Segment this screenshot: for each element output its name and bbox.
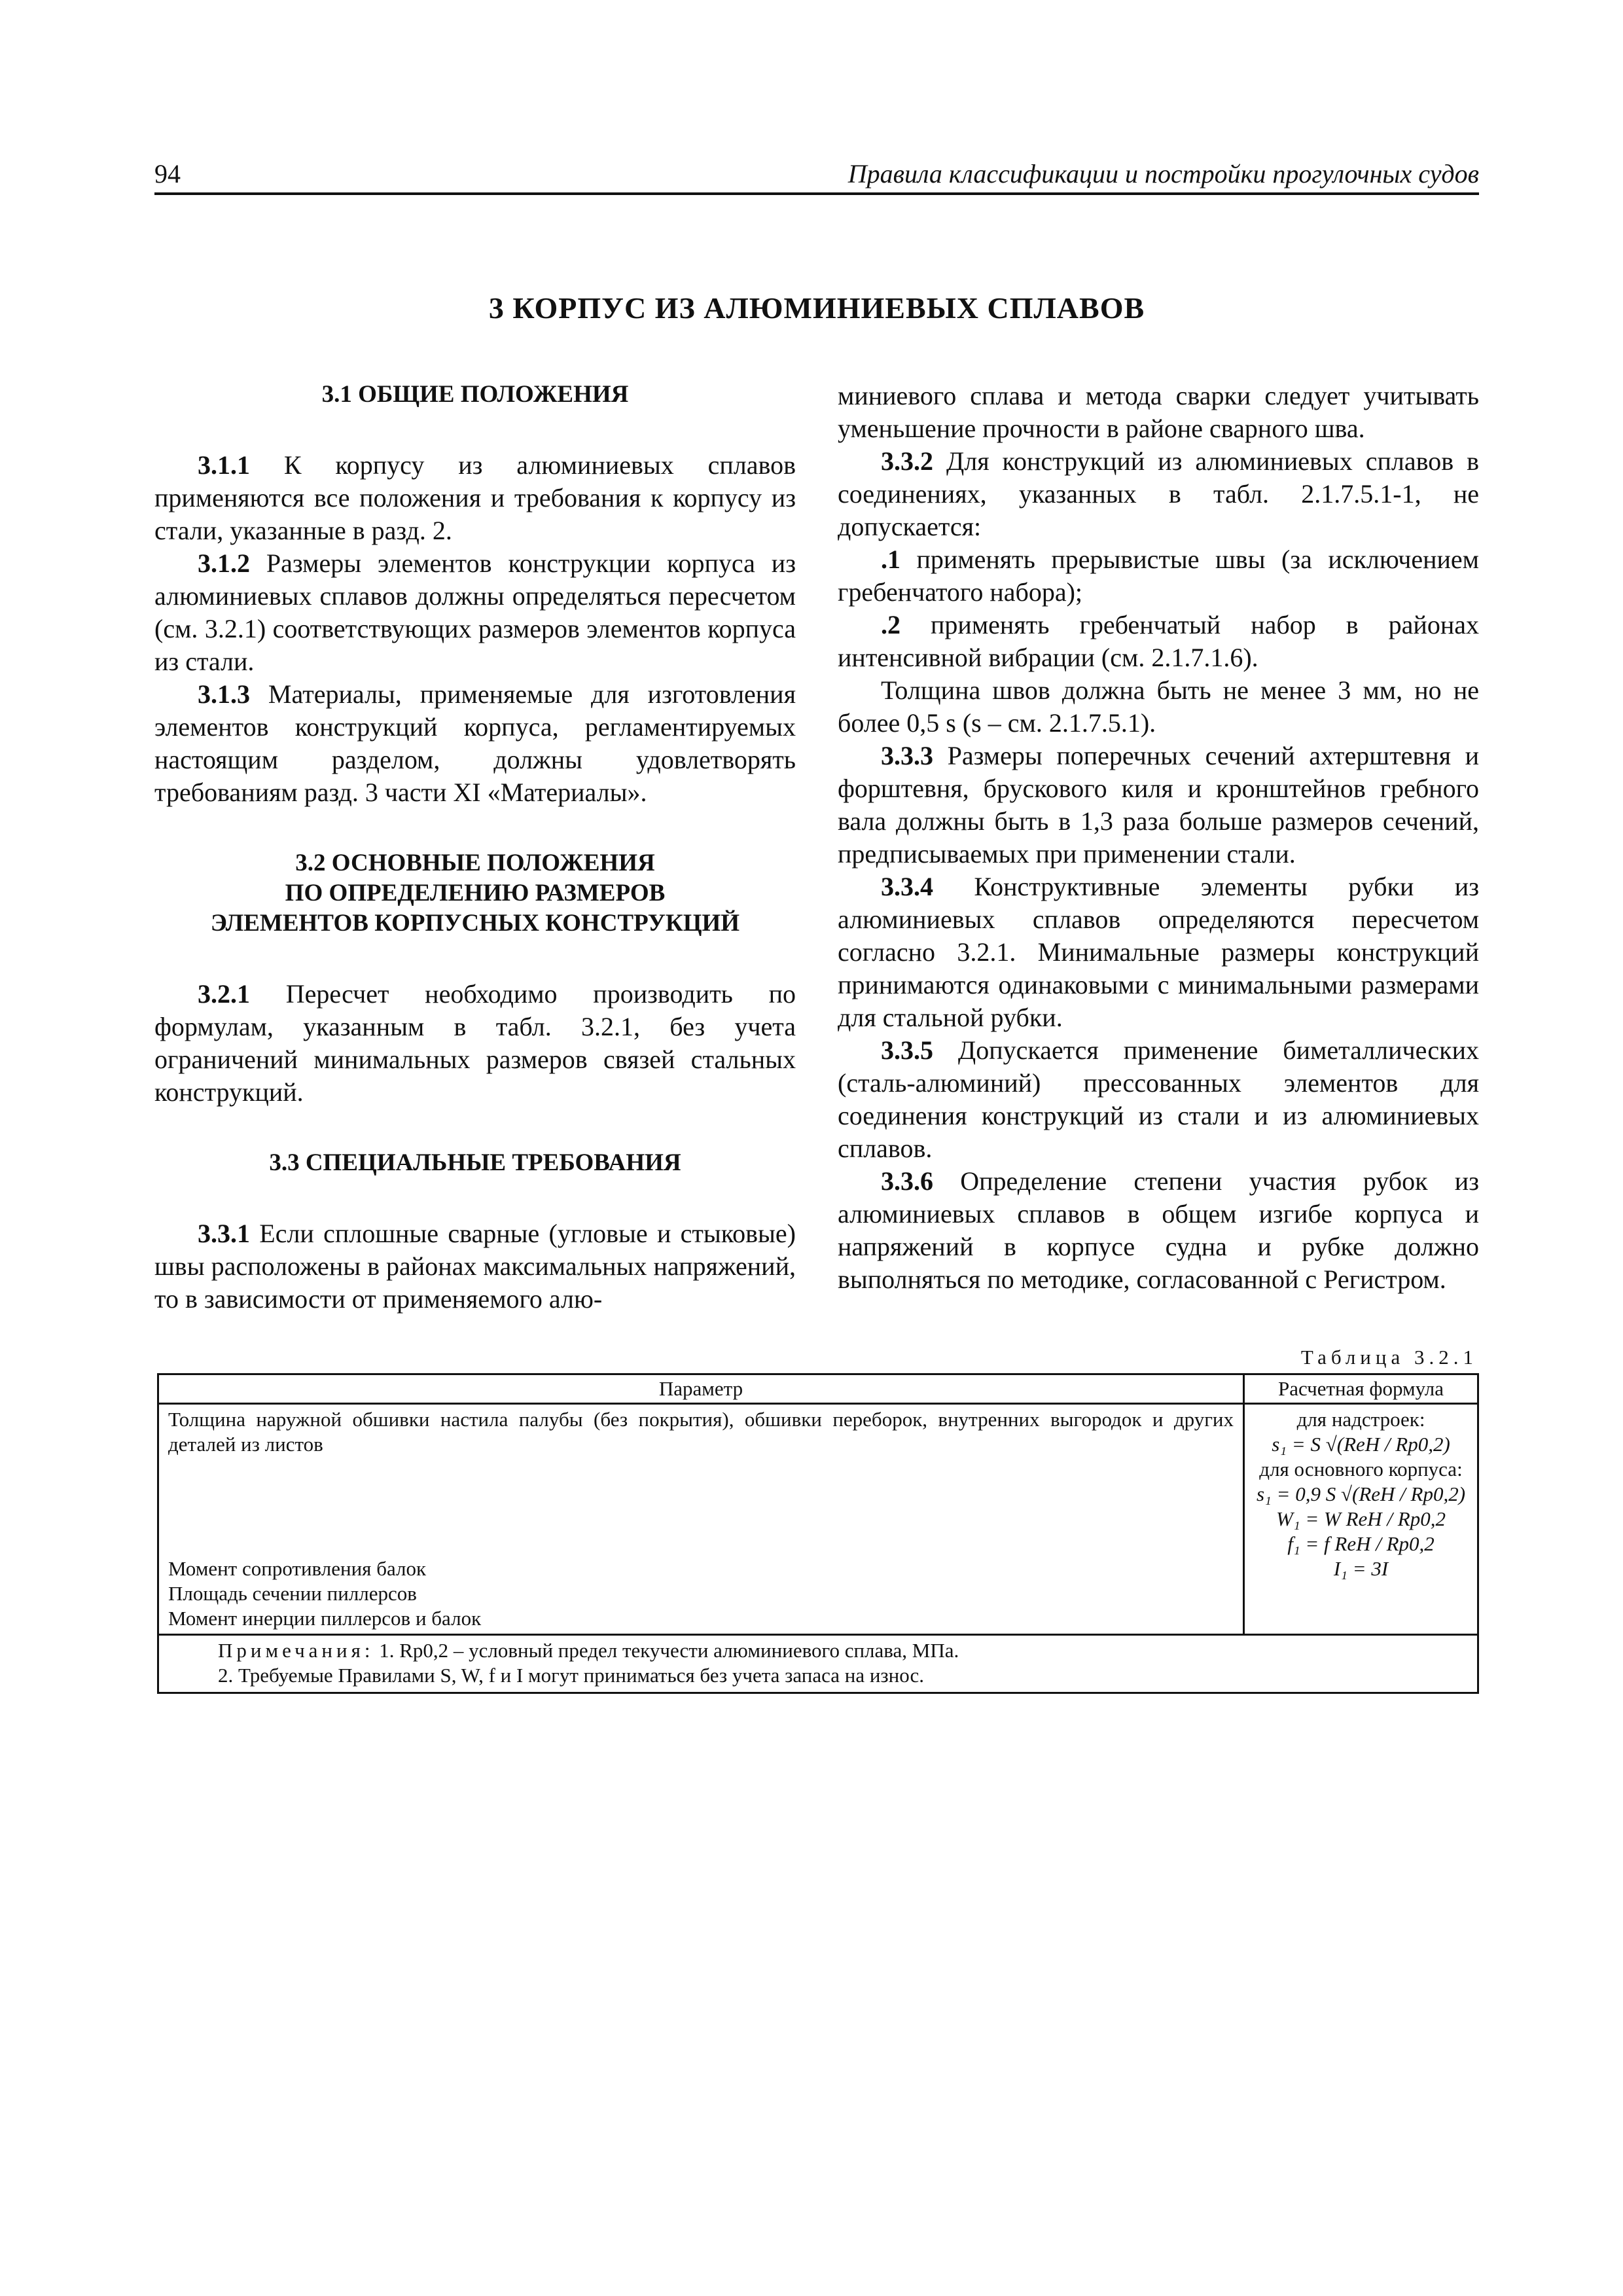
item-number: .1 bbox=[881, 545, 901, 574]
paragraph-number: 3.1.2 bbox=[198, 548, 250, 578]
parameter-moment-of-inertia: Момент инерции пиллерсов и балок bbox=[168, 1607, 482, 1630]
paragraph-number: 3.3.1 bbox=[198, 1219, 250, 1248]
formula-label-superstructure: для надстроек: bbox=[1296, 1408, 1425, 1431]
list-item-2 bbox=[838, 609, 1479, 674]
formulas-cell bbox=[1244, 1404, 1478, 1635]
paragraph-text: Конструктивные элементы рубки из алюминиевых сплавов определяются пересчетом согласно 3.2.1. Минимальные размеры конструкций принимаются одинаковыми с минимальными размерами для стальной рубки. bbox=[838, 872, 1479, 1032]
section-heading-3-1: 3.1 ОБЩИЕ ПОЛОЖЕНИЯ bbox=[321, 381, 629, 408]
item-number: .2 bbox=[881, 610, 901, 639]
running-title: Правила классификации и постройки прогулочных судов bbox=[847, 159, 1479, 188]
paragraph-text: Определение степени участия рубок из алюминиевых сплавов в общем изгибе корпуса и напряжений в корпусе судна и рубке должно выполняться по методике, согласованной с Регистром. bbox=[838, 1166, 1479, 1294]
section-heading-3-2 bbox=[154, 848, 796, 939]
left-column bbox=[154, 380, 796, 1316]
heading-line: 3.2 ОСНОВНЫЕ ПОЛОЖЕНИЯ bbox=[295, 850, 655, 876]
paragraph-text: Допускается применение биметаллических (сталь-алюминий) прессованных элементов для соединения конструкций из стали и из алюминиевых сплавов. bbox=[838, 1035, 1479, 1163]
weld-thickness-text: Толщина швов должна быть не менее 3 мм, но не более 0,5 s (s – см. 2.1.7.5.1). bbox=[838, 675, 1479, 738]
paragraph-3-3-1 bbox=[154, 1217, 796, 1316]
page-number: 94 bbox=[154, 159, 181, 188]
paragraph-3-3-3 bbox=[838, 740, 1479, 870]
paragraph-number: 3.3.3 bbox=[881, 741, 933, 770]
table-3-2-1 bbox=[157, 1373, 1479, 1694]
list-item-1 bbox=[838, 543, 1479, 609]
paragraph-3-1-1 bbox=[154, 449, 796, 547]
paragraph-text: К корпусу из алюминиевых сплавов применяются все положения и требования к корпусу из стали, указанные в разд. 2. bbox=[154, 450, 796, 545]
paragraph-number: 3.3.5 bbox=[881, 1035, 933, 1065]
paragraph-text: Размеры поперечных сечений ахтерштевня и форштевня, брускового киля и кронштейнов гребного вала должны быть в 1,3 раза больше размеров сечений, предписываемых при применении стали. bbox=[838, 741, 1479, 869]
chapter-title: 3 КОРПУС ИЗ АЛЮМИНИЕВЫХ СПЛАВОВ bbox=[488, 291, 1145, 325]
formula-main-hull-thickness: s₁ = 0,9 S √(RеН / Rр0,2) bbox=[1256, 1482, 1466, 1505]
paragraph-number: 3.1.3 bbox=[198, 679, 250, 709]
parameter-plate-thickness: Толщина наружной обшивки настила палубы (без покрытия), обшивки переборок, внутренних выгородок и других деталей из листов bbox=[168, 1408, 1234, 1456]
paragraph-3-3-6 bbox=[838, 1165, 1479, 1296]
paragraph-3-1-2 bbox=[154, 547, 796, 678]
table-caption: Таблица 3.2.1 bbox=[1300, 1346, 1478, 1369]
note-2: 2. Требуемые Правилами S, W, f и I могут приниматься без учета запаса на износ. bbox=[218, 1664, 925, 1687]
item-text: применять прерывистые швы (за исключением гребенчатого набора); bbox=[838, 545, 1479, 607]
paragraph-text: Пересчет необходимо производить по формулам, указанным в табл. 3.2.1, без учета ограничений минимальных размеров связей стальных конструкций. bbox=[154, 979, 796, 1107]
heading-line: ПО ОПРЕДЕЛЕНИЮ РАЗМЕРОВ bbox=[285, 880, 666, 906]
column-header-formula: Расчетная формула bbox=[1244, 1374, 1478, 1404]
paragraph-text: Если сплошные сварные (угловые и стыковые) швы расположены в районах максимальных напряжений, то в зависимости от применяемого алю- bbox=[154, 1219, 796, 1314]
formula-moment-of-inertia: I₁ = 3I bbox=[1333, 1557, 1389, 1580]
paragraph-3-1-3 bbox=[154, 678, 796, 809]
parameter-pillar-area: Площадь сечении пиллерсов bbox=[168, 1582, 417, 1605]
paragraph-number: 3.3.2 bbox=[881, 446, 933, 476]
paragraph-3-3-1-continued: миниевого сплава и метода сварки следует учитывать уменьшение прочности в районе сварного шва. bbox=[838, 381, 1479, 443]
paragraph-text: Материалы, применяемые для изготовления элементов конструкций корпуса, регламентируемых настоящим разделом, должны удовлетворять требованиям разд. 3 части XI «Материалы». bbox=[154, 679, 796, 807]
parameters-cell bbox=[158, 1404, 1244, 1635]
section-heading-3-3: 3.3 СПЕЦИАЛЬНЫЕ ТРЕБОВАНИЯ bbox=[269, 1149, 681, 1176]
paragraph-text: Для конструкций из алюминиевых сплавов в соединениях, указанных в табл. 2.1.7.5.1-1, не допускается: bbox=[838, 446, 1479, 541]
paragraph-number: 3.2.1 bbox=[198, 979, 250, 1009]
paragraph-3-3-2 bbox=[838, 445, 1479, 543]
table-notes bbox=[158, 1635, 1478, 1693]
table-notes-row bbox=[158, 1635, 1478, 1693]
paragraph-text: Размеры элементов конструкции корпуса из алюминиевых сплавов должны определяться пересчетом (см. 3.2.1) соответствующих размеров элементов корпуса из стали. bbox=[154, 548, 796, 676]
paragraph-number: 3.3.6 bbox=[881, 1166, 933, 1196]
paragraph-3-3-4 bbox=[838, 870, 1479, 1034]
column-header-parameter: Параметр bbox=[158, 1374, 1244, 1404]
note-1 bbox=[168, 1638, 1468, 1663]
table-header-row bbox=[158, 1374, 1478, 1404]
table-row bbox=[158, 1404, 1478, 1635]
paragraph-3-3-5 bbox=[838, 1034, 1479, 1165]
paragraph-3-2-1 bbox=[154, 978, 796, 1109]
paragraph-number: 3.3.4 bbox=[881, 872, 933, 901]
paragraph-number: 3.1.1 bbox=[198, 450, 250, 480]
formula-label-main-hull: для основного корпуса: bbox=[1259, 1458, 1463, 1480]
notes-label: Примечания: bbox=[218, 1639, 374, 1662]
formula-section-modulus: W₁ = W RеН / Rр0,2 bbox=[1276, 1507, 1446, 1530]
heading-line: ЭЛЕМЕНТОВ КОРПУСНЫХ КОНСТРУКЦИЙ bbox=[210, 910, 740, 937]
item-text: применять гребенчатый набор в районах интенсивной вибрации (см. 2.1.7.1.6). bbox=[838, 610, 1479, 672]
right-column bbox=[838, 380, 1479, 1296]
note-1-text: 1. Rр0,2 – условный предел текучести алюминиевого сплава, МПа. bbox=[374, 1639, 959, 1662]
page-header bbox=[154, 154, 1479, 195]
formula-pillar-area: f₁ = f RеН / Rр0,2 bbox=[1287, 1532, 1435, 1555]
formula-superstructure-thickness: s₁ = S √(RеН / Rр0,2) bbox=[1272, 1433, 1450, 1456]
parameter-section-modulus: Момент сопротивления балок bbox=[168, 1557, 427, 1580]
